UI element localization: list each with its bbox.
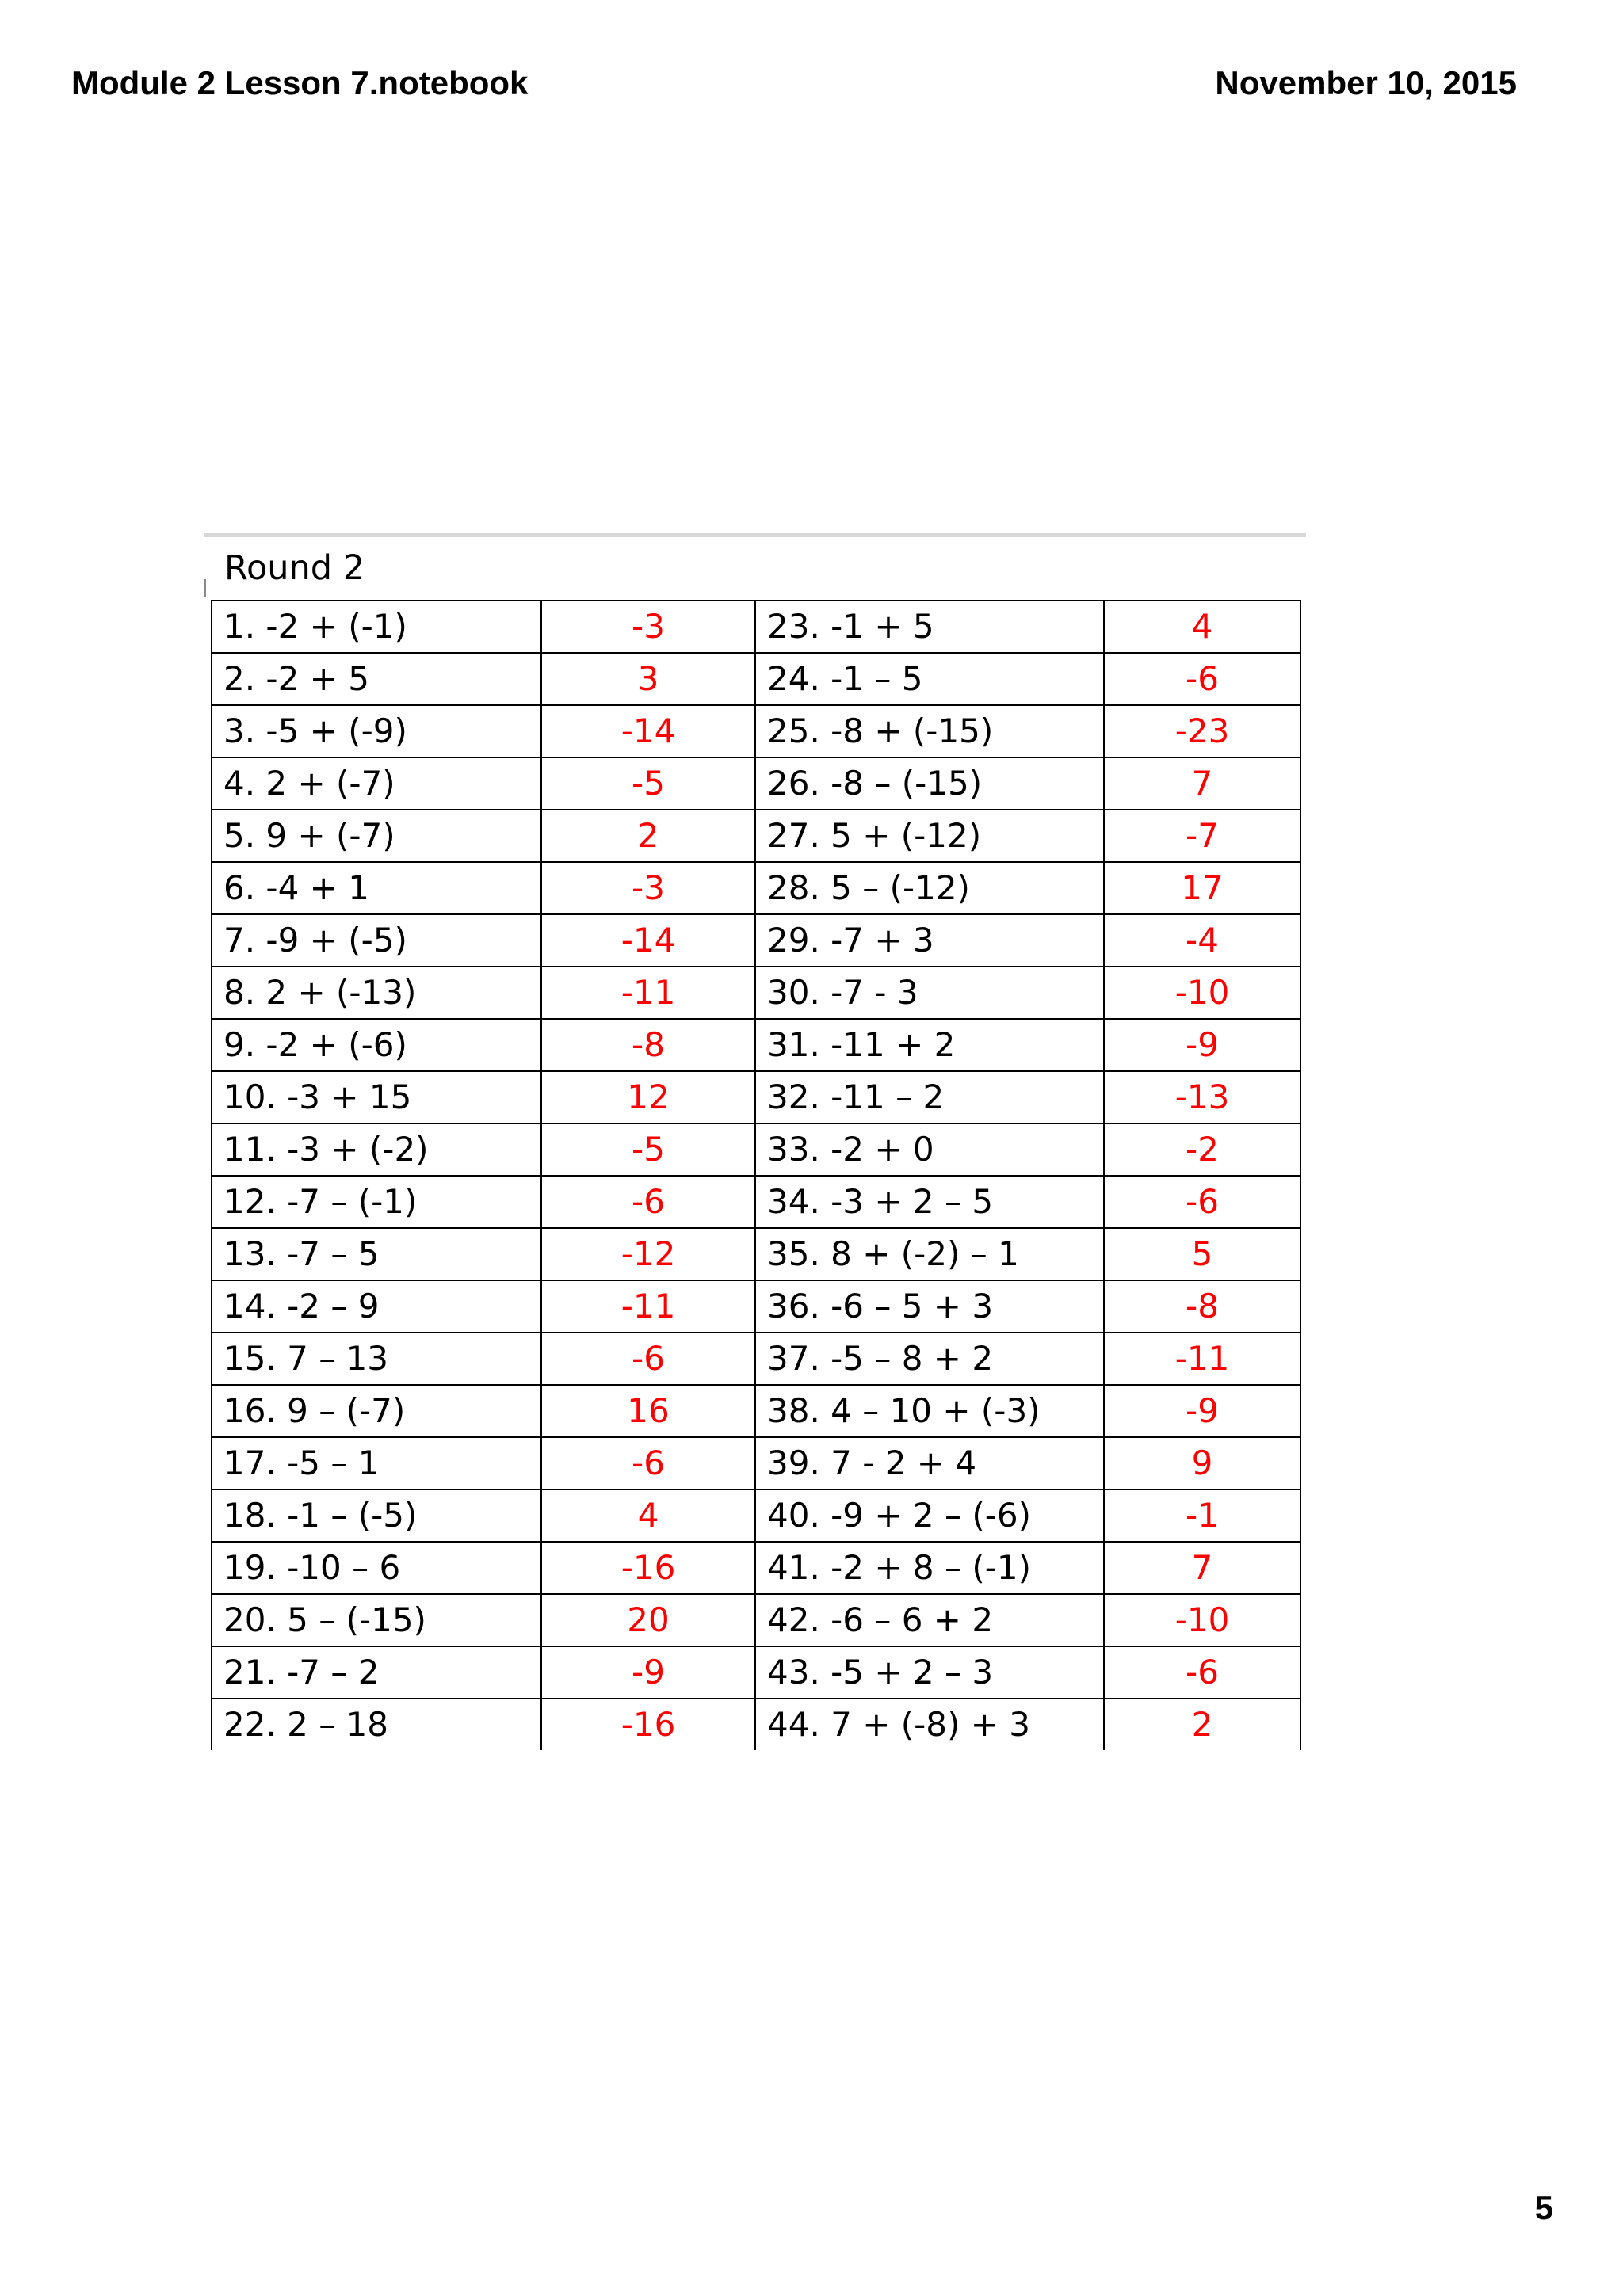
problem-left: 12. -7 – (-1) <box>212 1176 541 1228</box>
answer-left: -6 <box>541 1176 755 1228</box>
problem-left: 5. 9 + (-7) <box>212 810 541 862</box>
answer-right: -1 <box>1104 1489 1300 1542</box>
answer-left: -8 <box>541 1019 755 1071</box>
answer-right: 2 <box>1104 1699 1300 1750</box>
answer-left: -3 <box>541 601 755 653</box>
problem-left: 14. -2 – 9 <box>212 1280 541 1333</box>
answer-left: -9 <box>541 1646 755 1699</box>
answer-right: -9 <box>1104 1019 1300 1071</box>
answer-left: 3 <box>541 653 755 705</box>
answer-left: 2 <box>541 810 755 862</box>
answer-left: -12 <box>541 1228 755 1280</box>
page-date: November 10, 2015 <box>1215 64 1517 101</box>
answer-left: 12 <box>541 1071 755 1123</box>
table-row <box>212 862 1300 914</box>
top-divider <box>204 533 1306 537</box>
problem-right: 31. -11 + 2 <box>755 1019 1104 1071</box>
table-row <box>212 1333 1300 1385</box>
problem-left: 16. 9 – (-7) <box>212 1385 541 1437</box>
answer-right: -6 <box>1104 1176 1300 1228</box>
answer-left: -11 <box>541 967 755 1019</box>
table-row <box>212 601 1300 653</box>
problem-left: 21. -7 – 2 <box>212 1646 541 1699</box>
table-row <box>212 1123 1300 1176</box>
page-number: 5 <box>1534 2189 1553 2226</box>
answer-right: 17 <box>1104 862 1300 914</box>
problem-right: 30. -7 - 3 <box>755 967 1104 1019</box>
problem-left: 2. -2 + 5 <box>212 653 541 705</box>
table-row <box>212 1437 1300 1489</box>
problem-left: 11. -3 + (-2) <box>212 1123 541 1176</box>
table-row <box>212 1385 1300 1437</box>
answer-left: -5 <box>541 1123 755 1176</box>
problem-right: 26. -8 – (-15) <box>755 757 1104 810</box>
round-title: Round 2 <box>224 548 365 588</box>
drill-table-body <box>212 601 1300 1750</box>
problem-right: 39. 7 - 2 + 4 <box>755 1437 1104 1489</box>
problem-right: 29. -7 + 3 <box>755 914 1104 967</box>
answer-left: -14 <box>541 705 755 757</box>
answer-right: 7 <box>1104 1542 1300 1594</box>
table-row <box>212 1594 1300 1646</box>
table-row <box>212 1176 1300 1228</box>
answer-right: 7 <box>1104 757 1300 810</box>
answer-right: -13 <box>1104 1071 1300 1123</box>
answer-left: 4 <box>541 1489 755 1542</box>
problem-right: 42. -6 – 6 + 2 <box>755 1594 1104 1646</box>
answer-left: -11 <box>541 1280 755 1333</box>
answer-right: -7 <box>1104 810 1300 862</box>
table-row <box>212 1542 1300 1594</box>
answer-right: 9 <box>1104 1437 1300 1489</box>
problem-right: 28. 5 – (-12) <box>755 862 1104 914</box>
answer-left: -16 <box>541 1699 755 1750</box>
answer-right: -10 <box>1104 967 1300 1019</box>
answer-right: -6 <box>1104 1646 1300 1699</box>
problem-left: 6. -4 + 1 <box>212 862 541 914</box>
problem-right: 36. -6 – 5 + 3 <box>755 1280 1104 1333</box>
answer-right: 5 <box>1104 1228 1300 1280</box>
problem-left: 10. -3 + 15 <box>212 1071 541 1123</box>
problem-left: 3. -5 + (-9) <box>212 705 541 757</box>
answer-right: -4 <box>1104 914 1300 967</box>
table-row <box>212 1646 1300 1699</box>
problem-right: 35. 8 + (-2) – 1 <box>755 1228 1104 1280</box>
problem-left: 18. -1 – (-5) <box>212 1489 541 1542</box>
answer-left: -16 <box>541 1542 755 1594</box>
notebook-title: Module 2 Lesson 7.notebook <box>71 64 529 101</box>
answer-right: -10 <box>1104 1594 1300 1646</box>
cursor-mark <box>204 579 206 597</box>
problem-right: 40. -9 + 2 – (-6) <box>755 1489 1104 1542</box>
table-row <box>212 967 1300 1019</box>
answer-right: -6 <box>1104 653 1300 705</box>
problem-left: 4. 2 + (-7) <box>212 757 541 810</box>
problem-left: 1. -2 + (-1) <box>212 601 541 653</box>
table-row <box>212 1699 1300 1750</box>
problem-left: 7. -9 + (-5) <box>212 914 541 967</box>
problem-right: 32. -11 – 2 <box>755 1071 1104 1123</box>
problem-right: 41. -2 + 8 – (-1) <box>755 1542 1104 1594</box>
answer-left: -3 <box>541 862 755 914</box>
table-row <box>212 653 1300 705</box>
problem-right: 38. 4 – 10 + (-3) <box>755 1385 1104 1437</box>
answer-left: -5 <box>541 757 755 810</box>
table-row <box>212 705 1300 757</box>
problem-right: 24. -1 – 5 <box>755 653 1104 705</box>
integer-drill-table <box>211 600 1301 1750</box>
table-row <box>212 914 1300 967</box>
table-row <box>212 1489 1300 1542</box>
problem-right: 25. -8 + (-15) <box>755 705 1104 757</box>
answer-right: 4 <box>1104 601 1300 653</box>
problem-right: 43. -5 + 2 – 3 <box>755 1646 1104 1699</box>
answer-left: -14 <box>541 914 755 967</box>
problem-right: 27. 5 + (-12) <box>755 810 1104 862</box>
answer-left: 20 <box>541 1594 755 1646</box>
problem-left: 9. -2 + (-6) <box>212 1019 541 1071</box>
table-row <box>212 810 1300 862</box>
table-row <box>212 1019 1300 1071</box>
problem-left: 19. -10 – 6 <box>212 1542 541 1594</box>
problem-left: 15. 7 – 13 <box>212 1333 541 1385</box>
table-row <box>212 757 1300 810</box>
answer-left: 16 <box>541 1385 755 1437</box>
problem-right: 37. -5 – 8 + 2 <box>755 1333 1104 1385</box>
problem-right: 23. -1 + 5 <box>755 601 1104 653</box>
problem-right: 33. -2 + 0 <box>755 1123 1104 1176</box>
problem-left: 20. 5 – (-15) <box>212 1594 541 1646</box>
problem-left: 13. -7 – 5 <box>212 1228 541 1280</box>
answer-right: -9 <box>1104 1385 1300 1437</box>
table-row <box>212 1071 1300 1123</box>
problem-right: 44. 7 + (-8) + 3 <box>755 1699 1104 1750</box>
answer-left: -6 <box>541 1437 755 1489</box>
problem-left: 22. 2 – 18 <box>212 1699 541 1750</box>
answer-right: -8 <box>1104 1280 1300 1333</box>
table-row <box>212 1228 1300 1280</box>
answer-right: -11 <box>1104 1333 1300 1385</box>
table-row <box>212 1280 1300 1333</box>
problem-right: 34. -3 + 2 – 5 <box>755 1176 1104 1228</box>
answer-right: -23 <box>1104 705 1300 757</box>
answer-right: -2 <box>1104 1123 1300 1176</box>
worksheet-image <box>204 533 1306 1744</box>
problem-left: 8. 2 + (-13) <box>212 967 541 1019</box>
answer-left: -6 <box>541 1333 755 1385</box>
problem-left: 17. -5 – 1 <box>212 1437 541 1489</box>
